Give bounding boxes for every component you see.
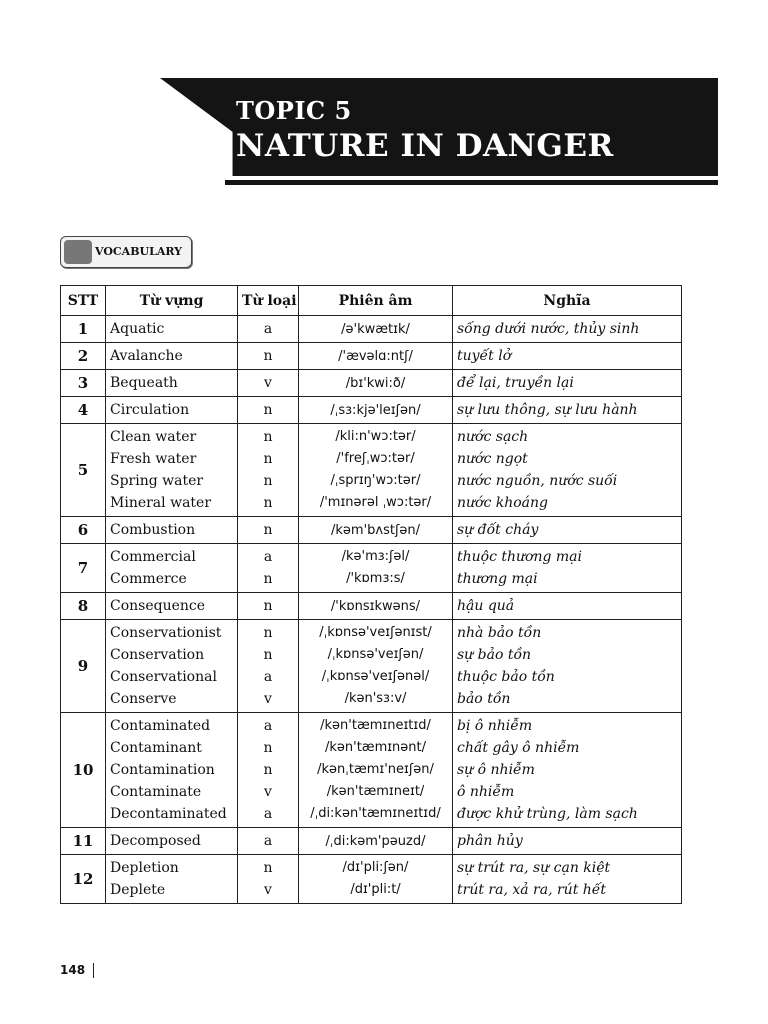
vietnamese-meaning: phân hủy <box>457 833 523 849</box>
phonetic-transcription: /ˌdi:kən'tæmɪneɪtɪd/ <box>310 806 441 821</box>
page-number: 148 <box>60 963 86 977</box>
vocab-word: Conservational <box>110 669 217 685</box>
part-of-speech-cell <box>238 424 299 517</box>
table-row <box>61 316 682 343</box>
vocab-word: Commerce <box>110 571 187 587</box>
vietnamese-meaning-cell <box>453 620 682 713</box>
table-row <box>61 544 682 593</box>
part-of-speech-cell <box>238 517 299 544</box>
vocab-word: Conservationist <box>110 625 222 641</box>
part-of-speech-cell <box>238 620 299 713</box>
phonetic-transcription-cell <box>299 517 453 544</box>
part-of-speech-cell <box>238 544 299 593</box>
phonetic-transcription-cell <box>299 713 453 828</box>
vietnamese-meaning: sự bảo tồn <box>457 647 532 663</box>
vietnamese-meaning: sự trút ra, sự cạn kiệt <box>457 860 611 876</box>
vietnamese-meaning-cell <box>453 343 682 370</box>
table-row <box>61 424 682 517</box>
phonetic-transcription: /kəm'bʌstʃən/ <box>331 522 420 538</box>
vocab-word-cell <box>106 828 238 855</box>
vietnamese-meaning: để lại, truyền lại <box>457 375 574 391</box>
phonetic-transcription-cell <box>299 343 453 370</box>
phonetic-transcription-cell <box>299 370 453 397</box>
vietnamese-meaning-cell <box>453 370 682 397</box>
phonetic-transcription: /'ævəlɑ:ntʃ/ <box>338 348 413 364</box>
vocab-word-cell <box>106 855 238 904</box>
vietnamese-meaning: ô nhiễm <box>457 784 515 800</box>
vietnamese-meaning: nước khoáng <box>457 495 549 511</box>
vocab-word: Conservation <box>110 647 205 663</box>
vietnamese-meaning-cell <box>453 544 682 593</box>
part-of-speech: a <box>263 549 273 565</box>
table-row <box>61 517 682 544</box>
vietnamese-meaning: sự đốt cháy <box>457 522 539 538</box>
phonetic-transcription: /ˌkɒnsə'veɪʃənəl/ <box>321 669 430 684</box>
part-of-speech: n <box>263 598 273 614</box>
vocab-word: Avalanche <box>110 348 183 364</box>
phonetic-transcription: /kənˌtæmɪ'neɪʃən/ <box>317 762 434 777</box>
part-of-speech: a <box>263 806 273 822</box>
table-row <box>61 593 682 620</box>
vocab-word: Mineral water <box>110 495 212 511</box>
vocab-word-cell <box>106 544 238 593</box>
vocabulary-badge <box>60 236 192 268</box>
vocab-word-cell <box>106 397 238 424</box>
vietnamese-meaning: hậu quả <box>457 598 515 614</box>
col-header-stt: STT <box>61 286 106 316</box>
vocab-word: Clean water <box>110 429 197 445</box>
part-of-speech: n <box>263 647 273 663</box>
phonetic-transcription: /kən'tæmɪneɪtɪd/ <box>320 718 431 733</box>
phonetic-transcription: /ˌsprɪŋ'wɔ:tər/ <box>330 473 421 488</box>
part-of-speech: n <box>263 740 273 756</box>
row-number: 9 <box>61 620 106 713</box>
part-of-speech-cell <box>238 316 299 343</box>
vietnamese-meaning-cell <box>453 397 682 424</box>
vocab-word: Decomposed <box>110 833 201 849</box>
phonetic-transcription: /dɪ'pli:t/ <box>350 882 401 897</box>
part-of-speech: a <box>263 718 273 734</box>
part-of-speech-cell <box>238 370 299 397</box>
part-of-speech: a <box>263 669 273 685</box>
row-number: 10 <box>61 713 106 828</box>
phonetic-transcription: /kli:n'wɔ:tər/ <box>335 429 416 444</box>
vocab-word: Consequence <box>110 598 206 614</box>
table-row <box>61 343 682 370</box>
vietnamese-meaning: nước nguồn, nước suối <box>457 473 618 489</box>
vocab-word-cell <box>106 517 238 544</box>
col-header-ipa: Phiên âm <box>299 286 453 316</box>
phonetic-transcription: /ə'kwætɪk/ <box>341 321 410 337</box>
part-of-speech: v <box>264 375 272 391</box>
book-icon <box>64 240 92 264</box>
row-number: 8 <box>61 593 106 620</box>
row-number: 12 <box>61 855 106 904</box>
vocabulary-table <box>60 285 682 904</box>
vocab-word: Combustion <box>110 522 196 538</box>
title-underline <box>225 180 718 185</box>
vocab-word-cell <box>106 713 238 828</box>
vietnamese-meaning-cell <box>453 316 682 343</box>
vietnamese-meaning: nhà bảo tồn <box>457 625 542 641</box>
row-number: 3 <box>61 370 106 397</box>
vocab-word: Deplete <box>110 882 166 898</box>
part-of-speech: n <box>263 429 273 445</box>
vocab-word-cell <box>106 593 238 620</box>
vocab-word-cell <box>106 316 238 343</box>
part-of-speech: v <box>264 784 272 800</box>
vocab-word: Depletion <box>110 860 179 876</box>
col-header-word: Từ vựng <box>106 286 238 316</box>
phonetic-transcription-cell <box>299 316 453 343</box>
part-of-speech: v <box>264 882 272 898</box>
phonetic-transcription: /'kɒnsɪkwəns/ <box>330 598 421 614</box>
phonetic-transcription: /ˌkɒnsə'veɪʃən/ <box>327 647 424 662</box>
vietnamese-meaning: được khử trùng, làm sạch <box>457 806 638 822</box>
table-row <box>61 828 682 855</box>
part-of-speech: n <box>263 495 273 511</box>
table-row <box>61 713 682 828</box>
vocab-word: Bequeath <box>110 375 178 391</box>
vocab-word-cell <box>106 424 238 517</box>
vocab-word: Fresh water <box>110 451 197 467</box>
vietnamese-meaning: thuộc thương mại <box>457 549 582 565</box>
vocab-word-cell <box>106 370 238 397</box>
vietnamese-meaning-cell <box>453 593 682 620</box>
vocab-word: Contaminate <box>110 784 202 800</box>
part-of-speech: a <box>263 833 273 849</box>
table-row <box>61 370 682 397</box>
vocab-word: Aquatic <box>110 321 165 337</box>
vocab-word: Contaminated <box>110 718 211 734</box>
vietnamese-meaning: thuộc bảo tồn <box>457 669 555 685</box>
part-of-speech: n <box>263 451 273 467</box>
vocab-word: Commercial <box>110 549 196 565</box>
phonetic-transcription: /'mɪnərəl ˌwɔ:tər/ <box>319 495 432 510</box>
vocab-word: Conserve <box>110 691 177 707</box>
phonetic-transcription: /'freʃˌwɔ:tər/ <box>336 451 415 466</box>
part-of-speech: n <box>263 473 273 489</box>
row-number: 1 <box>61 316 106 343</box>
part-of-speech-cell <box>238 713 299 828</box>
phonetic-transcription-cell <box>299 424 453 517</box>
part-of-speech-cell <box>238 828 299 855</box>
phonetic-transcription-cell <box>299 620 453 713</box>
part-of-speech: n <box>263 625 273 641</box>
vietnamese-meaning: tuyết lở <box>457 348 512 364</box>
vietnamese-meaning-cell <box>453 855 682 904</box>
phonetic-transcription: /bɪ'kwi:ð/ <box>345 375 406 391</box>
row-number: 7 <box>61 544 106 593</box>
part-of-speech: n <box>263 402 273 418</box>
vietnamese-meaning-cell <box>453 424 682 517</box>
part-of-speech-cell <box>238 343 299 370</box>
vietnamese-meaning: nước sạch <box>457 429 529 445</box>
vietnamese-meaning: sống dưới nước, thủy sinh <box>457 321 640 337</box>
vietnamese-meaning-cell <box>453 713 682 828</box>
row-number: 5 <box>61 424 106 517</box>
phonetic-transcription-cell <box>299 593 453 620</box>
part-of-speech: n <box>263 522 273 538</box>
table-body <box>61 316 682 904</box>
phonetic-transcription: /ˌdi:kəm'pəuzd/ <box>325 833 426 849</box>
part-of-speech: n <box>263 348 273 364</box>
part-of-speech: n <box>263 860 273 876</box>
vocab-word: Decontaminated <box>110 806 227 822</box>
topic-number: TOPIC 5 <box>236 96 352 125</box>
part-of-speech: v <box>264 691 272 707</box>
phonetic-transcription: /'kɒmɜ:s/ <box>346 571 405 586</box>
vocab-word-cell <box>106 620 238 713</box>
phonetic-transcription: /kən'tæmɪneɪt/ <box>326 784 425 799</box>
col-header-pos: Từ loại <box>238 286 299 316</box>
vietnamese-meaning: nước ngọt <box>457 451 528 467</box>
vietnamese-meaning: sự ô nhiễm <box>457 762 535 778</box>
part-of-speech: n <box>263 571 273 587</box>
phonetic-transcription-cell <box>299 397 453 424</box>
vietnamese-meaning-cell <box>453 828 682 855</box>
vocab-word: Contaminant <box>110 740 202 756</box>
table-row <box>61 397 682 424</box>
row-number: 4 <box>61 397 106 424</box>
table-row <box>61 620 682 713</box>
phonetic-transcription: /kən'tæmɪnənt/ <box>324 740 427 755</box>
part-of-speech-cell <box>238 593 299 620</box>
part-of-speech: n <box>263 762 273 778</box>
phonetic-transcription: /dɪ'pli:ʃən/ <box>342 860 409 875</box>
col-header-meaning: Nghĩa <box>453 286 682 316</box>
phonetic-transcription-cell <box>299 544 453 593</box>
vietnamese-meaning: bị ô nhiễm <box>457 718 533 734</box>
row-number: 6 <box>61 517 106 544</box>
vocabulary-label: VOCABULARY <box>95 245 183 258</box>
phonetic-transcription-cell <box>299 855 453 904</box>
part-of-speech-cell <box>238 397 299 424</box>
phonetic-transcription: /ˌkɒnsə'veɪʃənɪst/ <box>319 625 432 640</box>
vietnamese-meaning-cell <box>453 517 682 544</box>
part-of-speech-cell <box>238 855 299 904</box>
vietnamese-meaning: chất gây ô nhiễm <box>457 740 580 756</box>
table-header-row <box>61 286 682 316</box>
page-number-divider <box>93 963 94 978</box>
vietnamese-meaning: bảo tồn <box>457 691 511 707</box>
table-row <box>61 855 682 904</box>
phonetic-transcription-cell <box>299 828 453 855</box>
vietnamese-meaning: sự lưu thông, sự lưu hành <box>457 402 638 418</box>
phonetic-transcription: /ˌsɜ:kjə'leɪʃən/ <box>330 402 421 418</box>
topic-title: NATURE IN DANGER <box>236 128 614 164</box>
phonetic-transcription: /kən'sɜ:v/ <box>344 691 407 706</box>
row-number: 11 <box>61 828 106 855</box>
part-of-speech: a <box>263 321 273 337</box>
phonetic-transcription: /kə'mɜ:ʃəl/ <box>341 549 410 564</box>
vocab-word: Circulation <box>110 402 190 418</box>
vocab-word-cell <box>106 343 238 370</box>
vocab-word: Contamination <box>110 762 215 778</box>
row-number: 2 <box>61 343 106 370</box>
vocab-word: Spring water <box>110 473 204 489</box>
vietnamese-meaning: trút ra, xả ra, rút hết <box>457 882 607 898</box>
vietnamese-meaning: thương mại <box>457 571 538 587</box>
